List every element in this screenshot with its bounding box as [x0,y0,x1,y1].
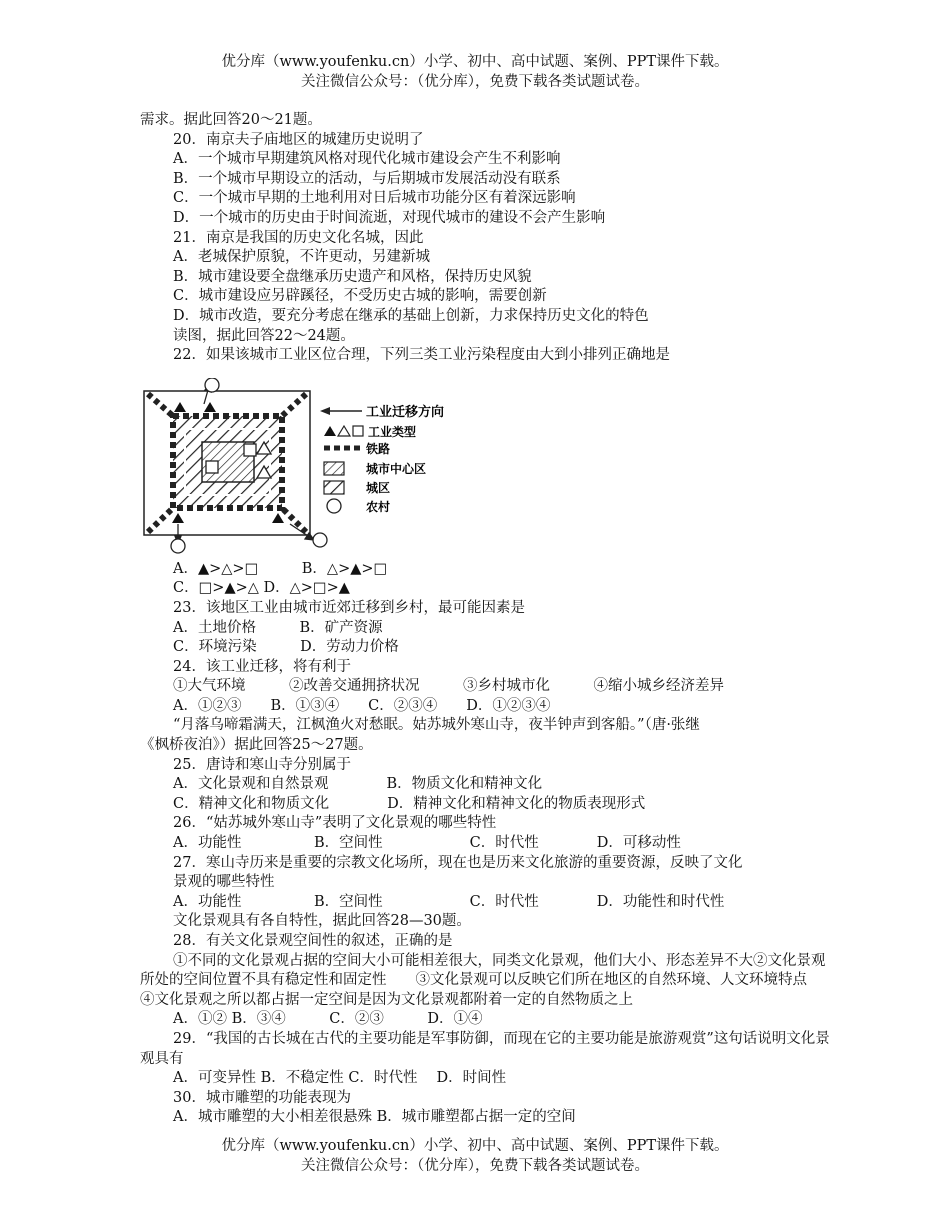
question-28-statements: ①不同的文化景观占据的空间大小可能相差很大，同类文化景观，他们大小、形态差异不大②文化景观所处的空间位置不具有稳定性和固定性 ③文化景观可以反映它们所在地区的自然环境、人文环境特点 ④文化景观之所以都占据一定空间是因为文化景观都附着一定的自然物质之上 [140,952,836,1008]
option-line: A．功能性 B．空间性 C．时代性 D．可移动性 [173,835,681,852]
question-25: 25．唐诗和寒山寺分别属于 [173,756,351,773]
question-27-cont: 景观的哪些特性 [173,874,275,891]
option-line: C．精神文化和物质文化 D．精神文化和精神文化的物质表现形式 [173,795,646,812]
village-circle [313,533,327,547]
legend-square [353,426,363,436]
instruction-line: 读图，据此回答22～24题。 [173,327,355,344]
question-23: 23．该地区工业由城市近郊迁移到乡村，最可能因素是 [173,599,525,616]
option-line: D．一个城市的历史由于时间流逝，对现代城市的建设不会产生影响 [173,209,606,226]
instruction-line: 文化景观具有各自特性，据此回答28—30题。 [173,913,471,930]
header-line-2: 关注微信公众号：（优分库），免费下载各类试题试卷。 [301,74,649,90]
statement-line: ①大气环境 ②改善交通拥挤状况 ③乡村城市化 ④缩小城乡经济差异 [173,678,724,695]
option-line: A．土地价格 B．矿产资源 [173,619,383,636]
option-line: A．功能性 B．空间性 C．时代性 D．功能性和时代性 [173,893,725,910]
legend-village: 农村 [366,499,391,514]
option-line: A．可变异性 B．不稳定性 C．时代性 D．时间性 [173,1070,507,1087]
legend-village-circle [327,499,341,513]
legend-railway: 铁路 [366,441,391,456]
question-20: 20．南京夫子庙地区的城建历史说明了 [173,131,424,148]
option-line: C．环境污染 D．劳动力价格 [173,639,399,656]
header-line-1: 优分库（www.youfenku.cn）小学、初中、高中试题、案例、PPT课件下载。 [221,54,729,70]
factory-square [206,461,218,473]
option-line: A．▲>△>□ B．△>▲>□ [173,560,388,577]
legend-types: 工业类型 [368,424,417,439]
legend-center: 城市中心区 [366,461,427,476]
question-24: 24．该工业迁移，将有利于 [173,658,351,675]
village-circle [205,378,219,392]
option-line: A．文化景观和自然景观 B．物质文化和精神文化 [173,776,543,793]
option-line: C．一个城市早期的土地利用对日后城市功能分区有着深远影响 [173,190,576,207]
question-21: 21．南京是我国的历史文化名城，因此 [173,229,424,246]
legend-urban-swatch [324,481,344,494]
figure-svg [140,378,470,554]
question-30: 30．城市雕塑的功能表现为 [173,1089,351,1106]
legend-direction: 工业迁移方向 [366,404,445,420]
option-line: A．一个城市早期建筑风格对现代化城市建设会产生不利影响 [173,151,561,168]
option-line: B．一个城市早期设立的活动，与后期城市发展活动没有联系 [173,170,561,187]
page-header [0,52,950,92]
poem-line: 《枫桥夜泊》）据此回答25～27题。 [140,737,373,754]
poem-line: “月落乌啼霜满天，江枫渔火对愁眠。姑苏城外寒山寺，夜半钟声到客船。”（唐·张继 [173,717,700,734]
question-28: 28．有关文化景观空间性的叙述，正确的是 [173,933,453,949]
question-22: 22．如果该城市工业区位合理，下列三类工业污染程度由大到小排列正确地是 [173,347,670,364]
legend-urban: 城区 [366,480,391,495]
question-27: 27．寒山寺历来是重要的宗教文化场所，现在也是历来文化旅游的重要资源，反映了文化 [173,854,743,871]
option-line: A．①②③ B．①③④ C．②③④ D．①②③④ [173,697,551,714]
footer-line-2: 关注微信公众号：（优分库），免费下载各类试题试卷。 [301,1158,649,1174]
page-footer [0,1136,950,1176]
option-line: D．城市改造，要充分考虑在继承的基础上创新，力求保持历史文化的特色 [173,307,649,324]
question-26: 26．“姑苏城外寒山寺”表明了文化景观的哪些特性 [173,815,497,832]
option-line: B．城市建设要全盘继承历史遗产和风格，保持历史风貌 [173,268,532,285]
document-body [140,111,836,1128]
industry-migration-figure [140,378,830,554]
option-line: C．城市建设应另辟蹊径，不受历史古城的影响，需要创新 [173,288,547,305]
option-line: A．①② B．③④ C．②③ D．①④ [173,1011,483,1028]
option-line: A．城市雕塑的大小相差很悬殊 B．城市雕塑都占据一定的空间 [173,1109,576,1126]
option-line: A．老城保护原貌，不许更动，另建新城 [173,249,430,266]
village-circle [171,539,185,553]
factory-square [244,444,256,456]
question-29: 29．“我国的古长城在古代的主要功能是军事防御，而现在它的主要功能是旅游观赏”这句话说明文化景观具有 [140,1030,830,1067]
option-line: C．□>▲>△ D．△>□>▲ [173,580,350,597]
footer-line-1: 优分库（www.youfenku.cn）小学、初中、高中试题、案例、PPT课件下载。 [221,1138,729,1154]
legend-center-swatch [324,462,344,475]
text-line: 需求。据此回答20～21题。 [140,112,322,128]
